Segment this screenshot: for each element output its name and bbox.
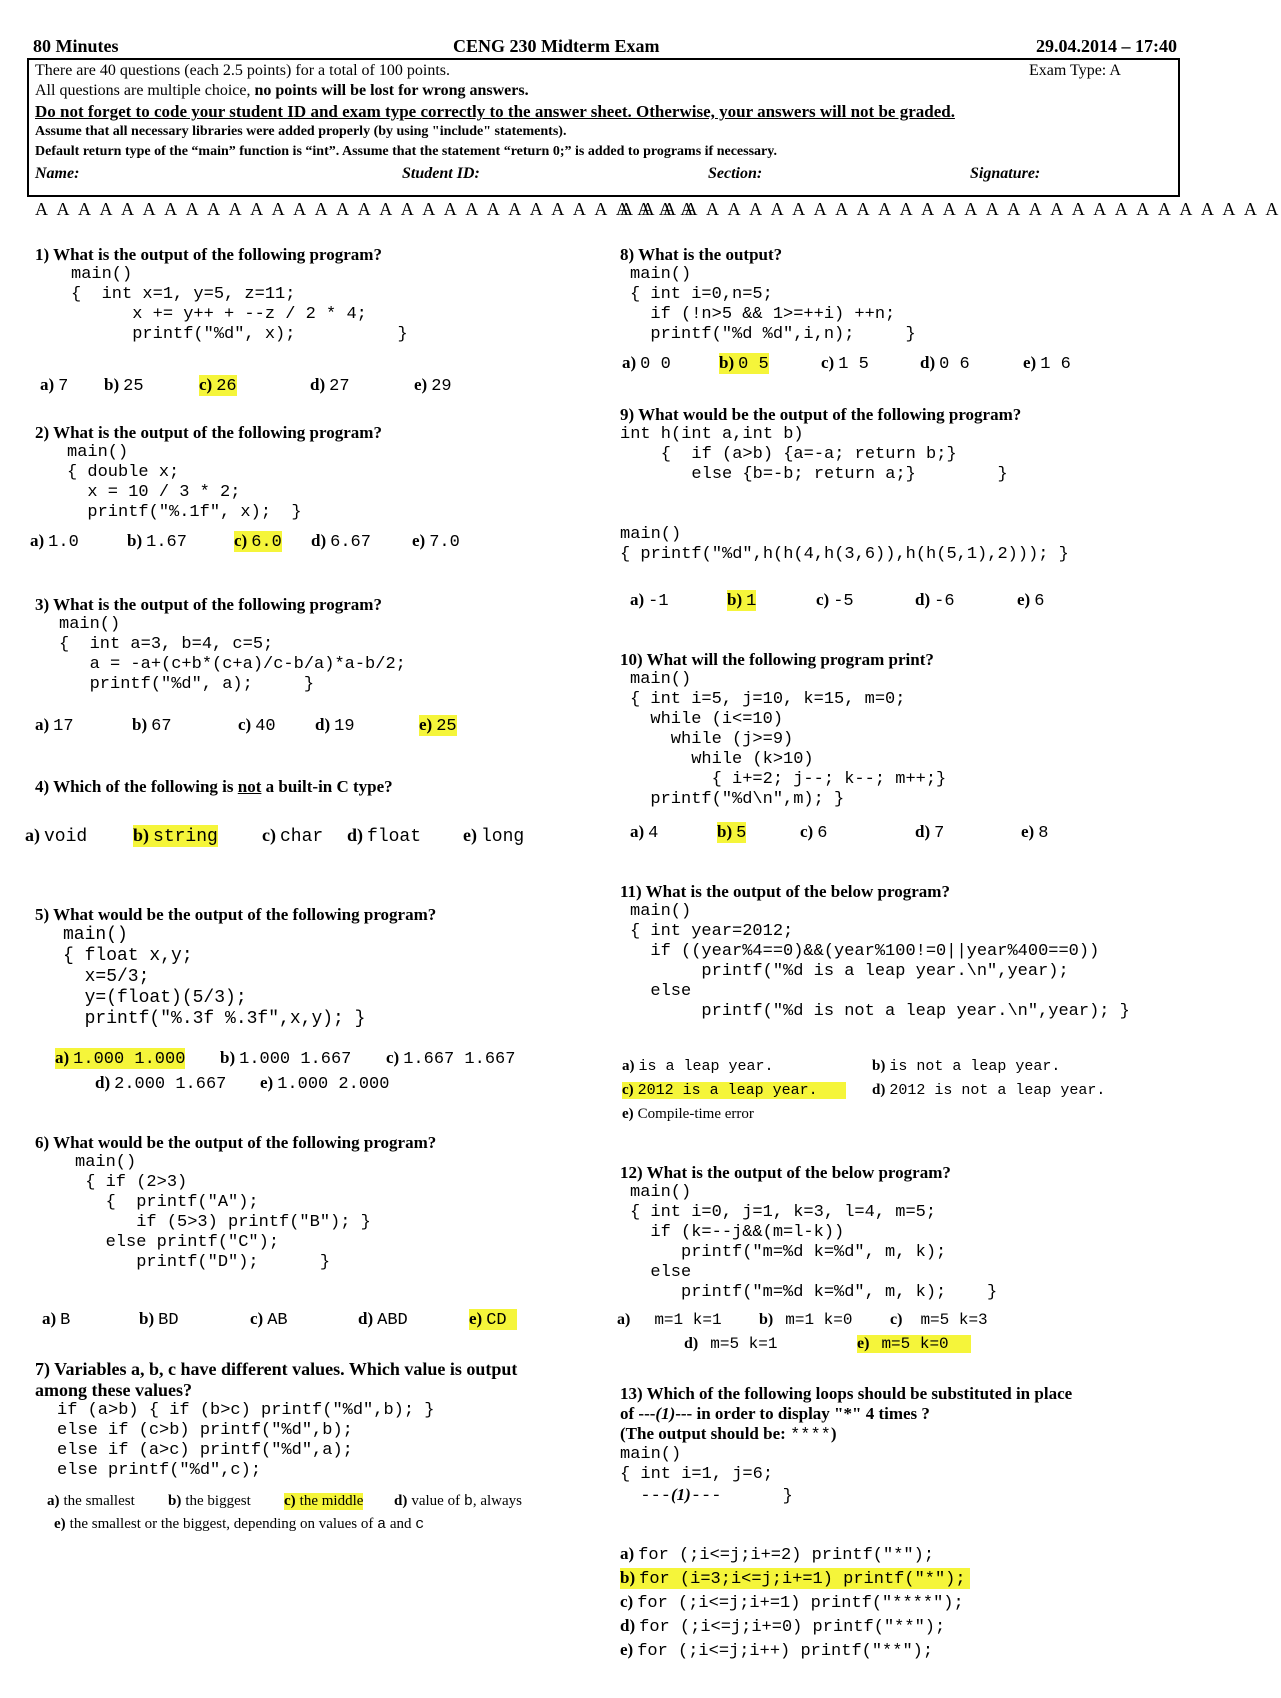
question-11 (620, 882, 1130, 1022)
option-a[interactable]: a) m=1 k=1 (617, 1311, 722, 1329)
question-2-title: 2) What is the output of the following program? (35, 423, 382, 442)
option-e-answer[interactable]: e) m=5 k=0 (857, 1335, 971, 1353)
exam-title: CENG 230 Midterm Exam (453, 36, 660, 56)
option-d[interactable]: d) value of b, always (394, 1493, 522, 1510)
question-7-title-line1: 7) Variables a, b, c have different values. Which value is output (35, 1359, 518, 1379)
option-c-answer[interactable]: c) the middle (284, 1493, 364, 1509)
option-d[interactable]: d) ABD (358, 1309, 408, 1330)
question-8-title: 8) What is the output? (620, 245, 783, 264)
option-e[interactable]: e) 6 (1017, 590, 1045, 611)
question-3 (35, 595, 406, 695)
option-e[interactable]: e) 8 (1021, 822, 1049, 843)
question-13-placeholder-line: ---(1)--- } (620, 1485, 793, 1506)
option-b[interactable]: b) is not a leap year. (872, 1058, 1061, 1075)
question-11-code: main() { int year=2012; if ((year%4==0)&&(year%100!=0||year%400==0)) printf("%d is a leap year.\n",year); else printf("%d is not a leap year.\n",year); } (630, 902, 1130, 1021)
option-a[interactable]: a) 4 (630, 822, 659, 843)
option-b-answer[interactable]: b) string (133, 825, 218, 847)
option-c[interactable]: c) 40 (238, 715, 276, 736)
question-12-title: 12) What is the output of the below program? (620, 1163, 951, 1182)
option-b[interactable]: b) the biggest (168, 1493, 251, 1509)
option-a[interactable]: a) 0 0 (622, 353, 671, 374)
option-c[interactable]: c) AB (250, 1309, 288, 1330)
question-10 (620, 650, 946, 810)
question-3-code: main() { int a=3, b=4, c=5; a = -a+(c+b*(c+a)/c-b/a)*a-b/2; printf("%d", a); } (59, 615, 406, 694)
question-4-title: 4) Which of the following is not a built-in C type? (35, 777, 393, 796)
question-5-code: main() { float x,y; x=5/3; y=(float)(5/3); printf("%.3f %.3f",x,y); } (63, 925, 366, 1029)
option-d[interactable]: d) 27 (310, 375, 350, 396)
option-e-answer[interactable]: e) 25 (419, 715, 457, 736)
option-b-answer[interactable]: b) 1 (727, 590, 757, 611)
duration: 80 Minutes (33, 36, 119, 56)
question-6 (35, 1133, 436, 1273)
option-c[interactable]: c) char (262, 825, 324, 847)
question-2 (35, 423, 382, 523)
instructions-box (27, 58, 1180, 197)
option-c[interactable]: c) m=5 k=3 (890, 1311, 988, 1329)
question-8 (620, 245, 916, 345)
libraries-note: Assume that all necessary libraries were added properly (by using "include" statements). (35, 124, 567, 139)
option-c-answer[interactable]: c) 6.0 (234, 531, 282, 552)
name-label: Name: (35, 165, 80, 182)
option-d[interactable]: d) for (;i<=j;i+=0) printf("**"); (620, 1616, 946, 1637)
option-b[interactable]: b) 1.000 1.667 (220, 1048, 352, 1069)
multiple-choice-note: All questions are multiple choice, no points will be lost for wrong answers. (35, 82, 529, 99)
question-6-title: 6) What would be the output of the following program? (35, 1133, 437, 1152)
question-1-code: main() { int x=1, y=5, z=11; x += y++ + --z / 2 * 4; printf("%d", x); } (71, 265, 408, 344)
exam-header (27, 36, 1183, 58)
option-d[interactable]: d) 0 6 (920, 353, 970, 374)
question-9-title: 9) What would be the output of the following program? (620, 405, 1022, 424)
option-e[interactable]: e) 1.000 2.000 (260, 1073, 390, 1094)
question-10-title: 10) What will the following program print? (620, 650, 934, 669)
option-c[interactable]: c) -5 (816, 590, 854, 611)
option-b[interactable]: b) 1.67 (127, 531, 187, 552)
question-13 (620, 1384, 1072, 1507)
exam-type-row-right: A A A A A A A A A A A A A A A A A A A A A A A A A A A A A A A (620, 199, 1281, 219)
question-13-title-line3: (The output should be: ****) (620, 1424, 837, 1445)
option-e[interactable]: e) long (463, 825, 525, 847)
option-b[interactable]: b) 67 (132, 715, 172, 736)
question-12 (620, 1163, 997, 1303)
option-c[interactable]: c) for (;i<=j;i+=1) printf("****"); (620, 1592, 964, 1613)
option-e[interactable]: e) 7.0 (412, 531, 460, 552)
exam-type: Exam Type: A (1029, 62, 1121, 79)
option-d[interactable]: d) -6 (915, 590, 955, 611)
question-6-code: main() { if (2>3) { printf("A"); if (5>3) printf("B"); } else printf("C"); printf("D"); } (75, 1153, 371, 1272)
option-a[interactable]: a) 1.0 (30, 531, 79, 552)
question-13-code: main() { int i=1, j=6; (620, 1445, 774, 1484)
option-b-answer[interactable]: b) 5 (717, 822, 747, 843)
student-id-label: Student ID: (402, 165, 480, 182)
option-e[interactable]: e) for (;i<=j;i++) printf("**"); (620, 1640, 934, 1661)
option-e[interactable]: e) Compile-time error (622, 1106, 754, 1122)
question-7 (35, 1359, 517, 1481)
option-c[interactable]: c) 1.667 1.667 (386, 1048, 516, 1069)
question-2-code: main() { double x; x = 10 / 3 * 2; printf("%.1f", x); } (67, 443, 302, 522)
option-a-answer[interactable]: a) 1.000 1.000 (55, 1048, 186, 1069)
question-9-code: int h(int a,int b) { if (a>b) {a=-a; return b;} else {b=-b; return a;} } main() { printf("%d",h(h(4,h(3,6)),h(h(5,1),2))); } (620, 425, 1069, 564)
main-return-note: Default return type of the “main” function is “int”. Assume that the statement “return 0;” is added to programs if necessary. (35, 144, 777, 159)
option-a[interactable]: a) for (;i<=j;i+=2) printf("*"); (620, 1544, 935, 1565)
exam-type-row-left: A A A A A A A A A A A A A A A A A A A A A A A A A A A A A A A (35, 199, 697, 219)
question-13-title-line2: of ---(1)--- in order to display "*" 4 times ? (620, 1404, 930, 1423)
question-1-title: 1) What is the output of the following program? (35, 245, 382, 264)
option-a[interactable]: a) is a leap year. (622, 1058, 774, 1075)
question-8-code: main() { int i=0,n=5; if (!n>5 && 1>=++i) ++n; printf("%d %d",i,n); } (630, 265, 916, 344)
question-3-title: 3) What is the output of the following program? (35, 595, 382, 614)
option-e[interactable]: e) the smallest or the biggest, depending on values of a and c (54, 1516, 425, 1533)
option-a[interactable]: a) -1 (630, 590, 669, 611)
option-a[interactable]: a) 7 (40, 375, 69, 396)
option-b[interactable]: b) BD (139, 1309, 179, 1330)
option-b-answer[interactable]: b) 0 5 (719, 353, 769, 374)
option-e[interactable]: e) 1 6 (1023, 353, 1071, 374)
question-12-code: main() { int i=0, j=1, k=3, l=4, m=5; if (k=--j&&(m=l-k)) printf("m=%d k=%d", m, k); else printf("m=%d k=%d", m, k); } (630, 1183, 998, 1302)
option-d[interactable]: d) 19 (315, 715, 355, 736)
option-a[interactable]: a) 17 (35, 715, 74, 736)
option-a[interactable]: a) void (25, 825, 88, 847)
option-e[interactable]: e) 29 (414, 375, 452, 396)
option-a[interactable]: a) the smallest (47, 1493, 135, 1509)
question-11-title: 11) What is the output of the below program? (620, 882, 950, 901)
option-d[interactable]: d) 2012 is not a leap year. (872, 1082, 1106, 1099)
coding-warning: Do not forget to code your student ID and exam type correctly to the answer sheet. Otherwise, your answers will not be graded. (35, 102, 955, 121)
points-info: There are 40 questions (each 2.5 points) for a total of 100 points. (35, 62, 450, 79)
question-10-code: main() { int i=5, j=10, k=15, m=0; while (i<=10) while (j>=9) while (k>10) { i+=2; j--; k--; m++;} printf("%d\n",m); } (630, 670, 947, 809)
option-d[interactable]: d) 6.67 (311, 531, 371, 552)
option-d[interactable]: d) float (347, 825, 422, 847)
option-c[interactable]: c) 6 (800, 822, 828, 843)
question-7-title-line2: among these values? (35, 1380, 192, 1400)
option-d[interactable]: d) m=5 k=1 (684, 1335, 778, 1353)
question-13-title-line1: 13) Which of the following loops should be substituted in place (620, 1384, 1073, 1403)
question-7-code: if (a>b) { if (b>c) printf("%d",b); } else if (c>b) printf("%d",b); else if (a>c) printf("%d",a); else printf("%d",c); (57, 1401, 435, 1480)
question-9 (620, 405, 1069, 565)
question-5-title: 5) What would be the output of the following program? (35, 905, 437, 924)
option-c-answer[interactable]: c) 2012 is a leap year. (622, 1082, 846, 1099)
option-d[interactable]: d) 7 (915, 822, 945, 843)
option-d[interactable]: d) 2.000 1.667 (95, 1073, 227, 1094)
option-b-answer[interactable]: b) for (i=3;i<=j;i+=1) printf("*"); (620, 1568, 970, 1589)
option-b[interactable]: b) m=1 k=0 (759, 1311, 853, 1329)
exam-date: 29.04.2014 – 17:40 (1036, 36, 1177, 56)
section-label: Section: (708, 165, 763, 182)
question-5 (35, 905, 436, 1030)
option-a[interactable]: a) B (42, 1309, 71, 1330)
option-c-answer[interactable]: c) 26 (199, 375, 237, 396)
option-c[interactable]: c) 1 5 (821, 353, 869, 374)
question-1 (35, 245, 408, 345)
option-e-answer[interactable]: e) CD (469, 1309, 517, 1330)
option-b[interactable]: b) 25 (104, 375, 144, 396)
question-4 (35, 777, 393, 797)
signature-label: Signature: (970, 165, 1041, 182)
